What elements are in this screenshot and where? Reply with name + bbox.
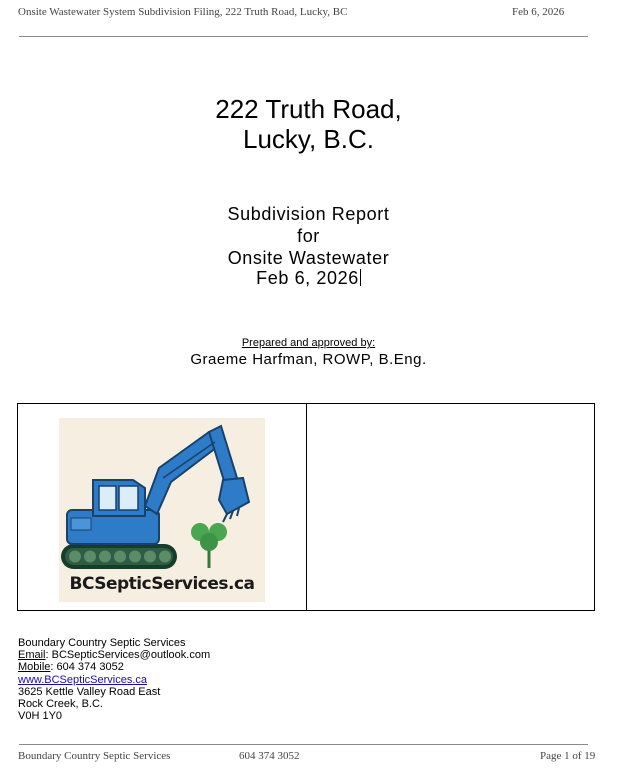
address-line-2: Rock Creek, B.C.: [18, 698, 103, 711]
address-line-1: 3625 Kettle Valley Road East: [18, 685, 161, 698]
subtitle-line-1: Subdivision Report: [227, 204, 390, 224]
table-divider: [306, 404, 307, 610]
contact-mobile-line: [18, 661, 210, 673]
contact-email-line: [18, 649, 210, 661]
postal-code: V0H 1Y0: [18, 710, 63, 723]
mobile-value: : 604 374 3052: [50, 661, 124, 674]
excavator-icon: [59, 418, 265, 578]
footer-phone: 604 374 3052: [239, 750, 300, 762]
footer-rule: [19, 744, 588, 745]
text-cursor: [360, 269, 361, 286]
contact-block: [18, 637, 210, 722]
prepared-label: Prepared and approved by:: [241, 337, 376, 349]
document-title-line-2: Lucky, B.C.: [242, 124, 374, 154]
subtitle-line-2: for: [297, 226, 320, 246]
contact-company: Boundary Country Septic Services: [18, 637, 186, 649]
subtitle-line-3: Onsite Wastewater: [227, 248, 390, 268]
logo-wordmark: BCSepticServices.ca: [69, 574, 255, 594]
email-value: : BCSepticServices@outlook.com: [45, 649, 211, 662]
header-title: Onsite Wastewater System Subdivision Filing, 222 Truth Road, Lucky, BC: [18, 6, 348, 18]
email-label: Email: [18, 649, 46, 662]
website-link[interactable]: www.BCSepticServices.ca: [18, 673, 147, 686]
document-title-line-1: 222 Truth Road,: [215, 94, 402, 124]
logo-table: [17, 403, 595, 611]
company-logo: [59, 418, 265, 602]
preparer-name: Graeme Harfman, ROWP, B.Eng.: [190, 351, 427, 368]
mobile-label: Mobile: [18, 661, 51, 674]
header-rule: [19, 36, 588, 37]
header-date: Feb 6, 2026: [512, 6, 565, 18]
footer-page-number: Page 1 of 19: [540, 750, 596, 762]
report-date: Feb 6, 2026: [256, 268, 359, 288]
footer-company: Boundary Country Septic Services: [18, 750, 171, 762]
subtitle-date-line[interactable]: [0, 268, 617, 289]
